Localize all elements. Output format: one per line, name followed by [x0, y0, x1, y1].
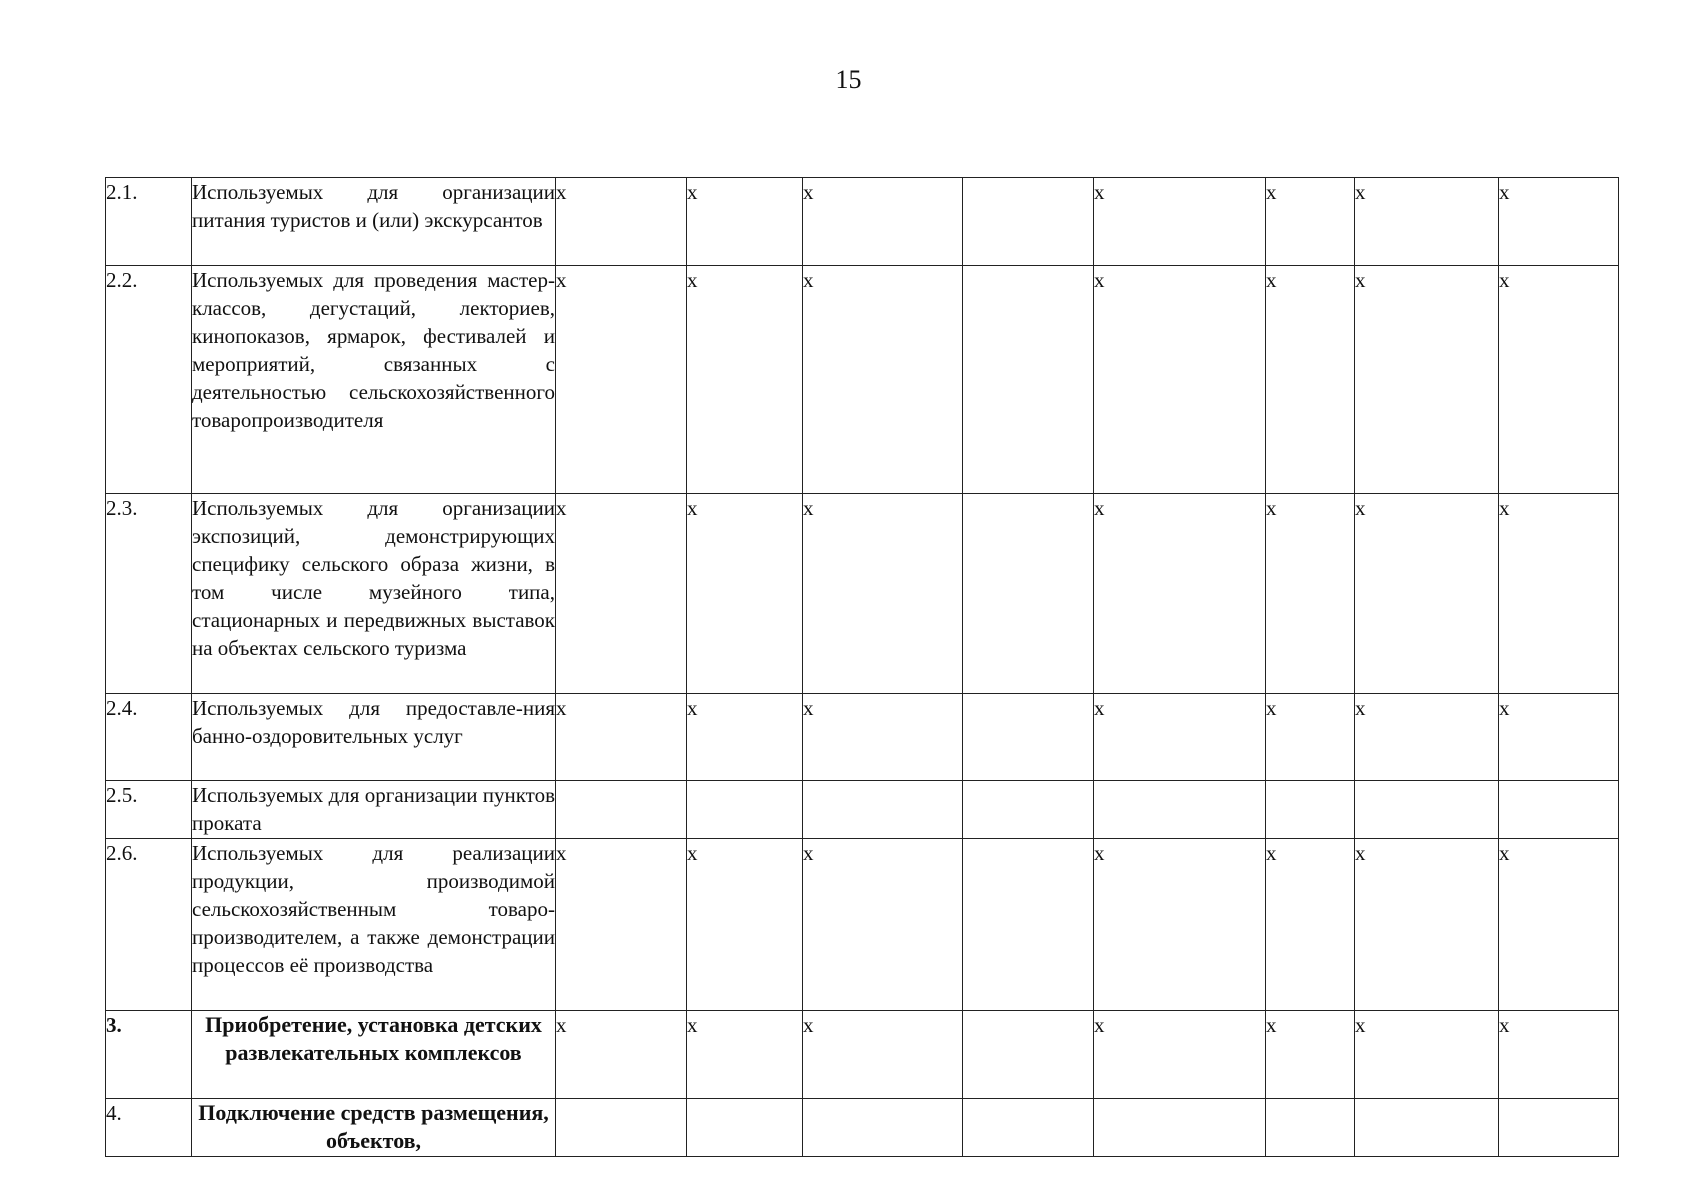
- mark-cell: х: [556, 839, 687, 1011]
- mark-cell: [1094, 781, 1266, 839]
- table-row: [106, 839, 1619, 1011]
- row-description-cell: Используемых для организации пунктов проката: [192, 781, 556, 839]
- mark-cell: х: [1094, 839, 1266, 1011]
- mark-cell: [1499, 781, 1619, 839]
- row-description-cell: Используемых для организации экспозиций, демонстрирующих специфику сельского образа жизни, в том числе музейного типа, стационарных и передвижных выставок на объектах сельского туризма: [192, 494, 556, 694]
- mark-cell: х: [1355, 694, 1499, 781]
- mark-cell: х: [1094, 694, 1266, 781]
- row-number-cell: 2.2.: [106, 266, 192, 494]
- mark-cell: х: [556, 694, 687, 781]
- mark-cell: [963, 178, 1094, 266]
- mark-cell: х: [687, 178, 803, 266]
- mark-cell: х: [556, 494, 687, 694]
- mark-cell: х: [687, 266, 803, 494]
- mark-cell: х: [687, 494, 803, 694]
- mark-cell: х: [1266, 494, 1355, 694]
- mark-cell: х: [1499, 839, 1619, 1011]
- mark-cell: [803, 1099, 963, 1157]
- mark-cell: х: [687, 1011, 803, 1099]
- mark-cell: х: [1499, 178, 1619, 266]
- mark-cell: х: [1499, 266, 1619, 494]
- mark-cell: [687, 781, 803, 839]
- mark-cell: х: [1355, 266, 1499, 494]
- mark-cell: [1094, 1099, 1266, 1157]
- row-description-cell: Используемых для организации питания туристов и (или) экскурсантов: [192, 178, 556, 266]
- mark-cell: х: [1266, 178, 1355, 266]
- mark-cell: [1266, 781, 1355, 839]
- mark-cell: [963, 1011, 1094, 1099]
- table-row: [106, 781, 1619, 839]
- mark-cell: х: [803, 1011, 963, 1099]
- mark-cell: [1499, 1099, 1619, 1157]
- row-number-cell: 3.: [106, 1011, 192, 1099]
- mark-cell: [687, 1099, 803, 1157]
- mark-cell: х: [803, 839, 963, 1011]
- row-number-cell: 2.4.: [106, 694, 192, 781]
- table-row: [106, 1011, 1619, 1099]
- mark-cell: х: [1094, 178, 1266, 266]
- mark-cell: х: [803, 178, 963, 266]
- mark-cell: [1355, 781, 1499, 839]
- mark-cell: х: [1266, 266, 1355, 494]
- mark-cell: х: [687, 839, 803, 1011]
- mark-cell: х: [1499, 1011, 1619, 1099]
- mark-cell: [963, 694, 1094, 781]
- row-number-cell: 2.6.: [106, 839, 192, 1011]
- mark-cell: [556, 1099, 687, 1157]
- mark-cell: [1355, 1099, 1499, 1157]
- table-row: [106, 494, 1619, 694]
- mark-cell: х: [1266, 839, 1355, 1011]
- mark-cell: х: [556, 1011, 687, 1099]
- mark-cell: х: [803, 694, 963, 781]
- mark-cell: [963, 781, 1094, 839]
- table-row: [106, 178, 1619, 266]
- mark-cell: х: [1499, 494, 1619, 694]
- row-description-cell: Приобретение, установка детских развлекательных комплексов: [192, 1011, 556, 1099]
- mark-cell: х: [1094, 266, 1266, 494]
- row-description-cell: Используемых для проведения мастер-классов, дегустаций, лекториев, кинопоказов, ярмарок, фестивалей и мероприятий, связанных с деятельностью сельскохозяйственного товаропроизводителя: [192, 266, 556, 494]
- mark-cell: х: [1266, 694, 1355, 781]
- mark-cell: х: [1355, 494, 1499, 694]
- mark-cell: х: [1355, 839, 1499, 1011]
- row-number-cell: 2.5.: [106, 781, 192, 839]
- table-body: [106, 178, 1619, 1157]
- table-row: [106, 1099, 1619, 1157]
- mark-cell: [1266, 1099, 1355, 1157]
- mark-cell: х: [803, 266, 963, 494]
- mark-cell: х: [1094, 494, 1266, 694]
- mark-cell: [963, 266, 1094, 494]
- mark-cell: х: [803, 494, 963, 694]
- row-description-cell: Подключение средств размещения, объектов,: [192, 1099, 556, 1157]
- mark-cell: [963, 1099, 1094, 1157]
- table-row: [106, 694, 1619, 781]
- mark-cell: [963, 494, 1094, 694]
- mark-cell: х: [1355, 1011, 1499, 1099]
- mark-cell: х: [556, 266, 687, 494]
- page-number: 15: [835, 65, 862, 94]
- mark-cell: [963, 839, 1094, 1011]
- mark-cell: х: [1499, 694, 1619, 781]
- document-table: [105, 177, 1619, 1157]
- row-description-cell: Используемых для реализации продукции, производимой сельскохозяйственным товаро-производителем, а также демонстрации процессов её производства: [192, 839, 556, 1011]
- row-number-cell: 2.3.: [106, 494, 192, 694]
- mark-cell: х: [1094, 1011, 1266, 1099]
- row-number-cell: 4.: [106, 1099, 192, 1157]
- mark-cell: х: [687, 694, 803, 781]
- row-number-cell: 2.1.: [106, 178, 192, 266]
- row-description-cell: Используемых для предоставле-ния банно-оздоровительных услуг: [192, 694, 556, 781]
- table-row: [106, 266, 1619, 494]
- mark-cell: х: [1355, 178, 1499, 266]
- mark-cell: [803, 781, 963, 839]
- mark-cell: х: [556, 178, 687, 266]
- mark-cell: [556, 781, 687, 839]
- mark-cell: х: [1266, 1011, 1355, 1099]
